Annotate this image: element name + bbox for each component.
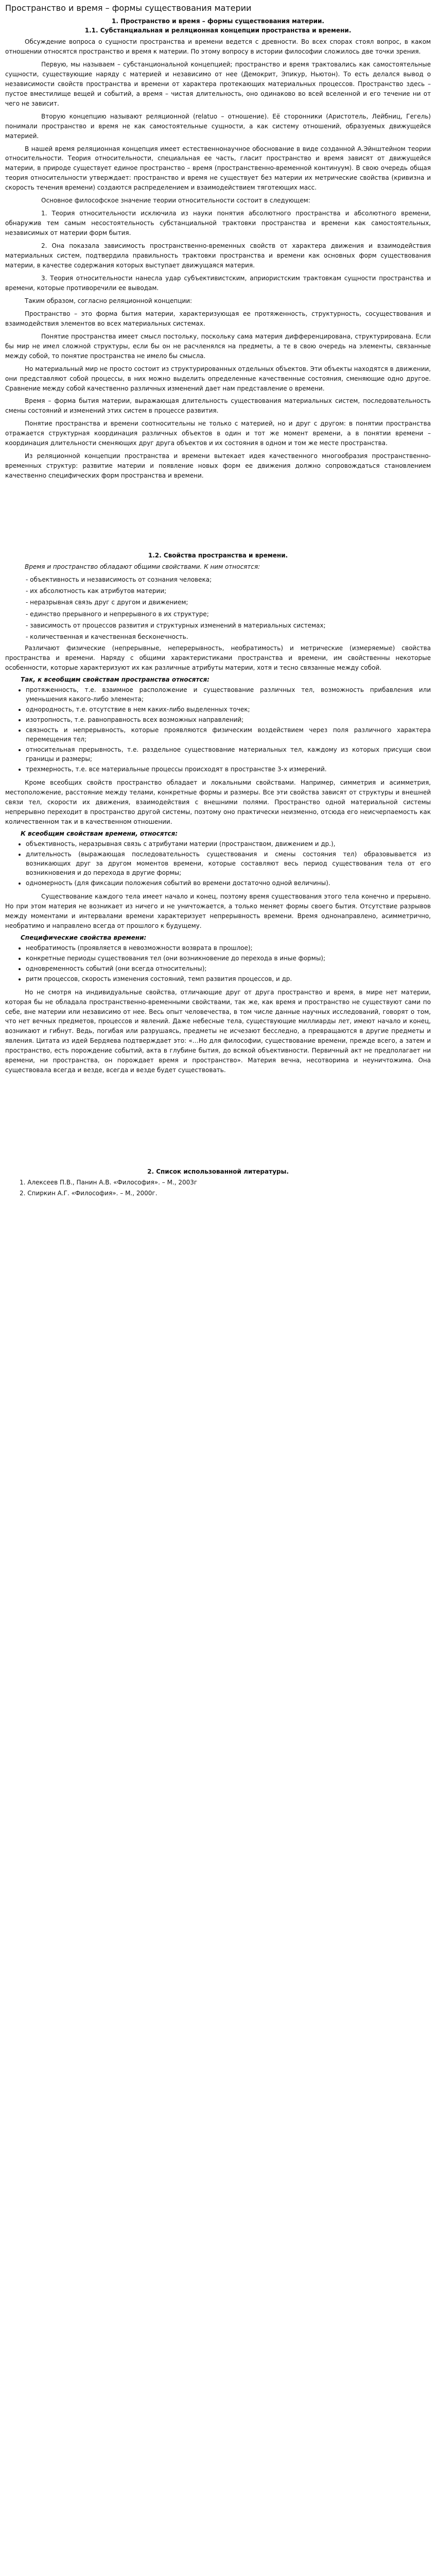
list-item: - количественная и качественная бесконечность. (26, 633, 188, 640)
section-heading-1: 1. Пространство и время – формы существования материи. (112, 18, 324, 25)
blank-space (5, 484, 431, 551)
bibliography-heading: 2. Список использованной литературы. (147, 1168, 289, 1176)
list-item: - единство прерывного и непрерывного в их структуре; (26, 610, 209, 618)
paragraph: Таким образом, согласно реляционной концепции: (25, 297, 193, 304)
paragraph: 3. Теория относительности нанесла удар субъективистским, априористским трактовкам сущности пространства и времени, которые противоречили ее выводам. (5, 274, 431, 292)
paragraph: Кроме всеобщих свойств пространство обладает и локальными свойствами. Например, симметрия и асимметрия, местоположение, расстояние между телами, конкретные формы и размеры. Все эти свойства зависят от структуры и внешней связи тел, скорости их движения, взаимодействия с внешними полями. Пространство одной материальной системы непрерывно переходит в пространство другой системы, поэтому оно практически неизменно, отсюда его неисчерпаемость как количественном так и в качественном отношении. (5, 779, 431, 825)
list-item: • одновременность событий (они всегда относительны); (26, 964, 431, 973)
space-properties-lead: Так, к всеобщим свойствам пространства относятся: (21, 676, 210, 684)
paragraph: Понятие пространства имеет смысл постольку, поскольку сама материя дифференцирована, структурирована. Если бы мир не имел сложной структуры, если бы он не расчленялся на предметы, а те в свою очередь на элементы, связанные между собой, то понятие пространства не имело бы смысла. (5, 332, 431, 360)
list-item: - объективность и независимость от сознания человека; (26, 576, 212, 584)
common-properties-list (5, 575, 431, 642)
paragraph: Время и пространство обладают общими свойствами. К ним относятся: (25, 563, 260, 571)
list-item: • изотропность, т.е. равноправность всех возможных направлений; (26, 715, 431, 724)
bibliography-item: 1. Алексеев П.В., Панин А.В. «Философия». – М., 2003г (20, 1179, 198, 1187)
list-item: • трехмерность, т.е. все материальные процессы происходят в пространстве 3-х измерений. (26, 765, 431, 774)
list-item: • объективность, неразрывная связь с атрибутами материи (пространством, движением и др.), (26, 839, 431, 849)
paragraph: Время – форма бытия материи, выражающая длительность существования материальных систем, последовательность смены состояний и изменений этих систем в процессе развития. (5, 397, 431, 415)
list-item: - неразрывная связь друг с другом и движением; (26, 599, 188, 606)
document-title: Пространство и время – формы существования материи (5, 3, 252, 13)
list-item: • связность и непрерывность, которые проявляются физическим воздействием через поля различного характера перемещения тел; (26, 725, 431, 744)
list-item: • необратимость (проявляется в невозможности возврата в прошлое); (26, 943, 431, 953)
blank-space (5, 1078, 431, 1166)
paragraph: Различают физические (непрерывные, неперерывность, необратимость) и метрические (измеряемые) свойства пространства и времени. Наряду с общими характеристиками пространства и времени, им свойственны некоторые особенности, которые характеризуют их как различные атрибуты материи, хотя и тесно связанные между собой. (5, 645, 431, 672)
special-properties-list (26, 943, 431, 984)
bibliography-item: 2. Спиркин А.Г. «Философия». – М., 2000г. (20, 1189, 158, 1197)
bibliography-list (20, 1177, 431, 1198)
paragraph: Понятие пространства и времени соотносительны не только с материей, но и друг с другом: в понятии пространства отражается структурная координация различных объектов в один и тот же момент времени, а в понятии времени – координация длительности сменяющих друг друга объектов и их состояния в одном и том же месте пространства. (5, 420, 431, 447)
paragraph: Основное философское значение теории относительности состоит в следующем: (41, 197, 310, 205)
paragraph: Но материальный мир не просто состоит из структурированных отдельных объектов. Эти объекты находятся в движении, они представляют собой процессы, в них можно выделить определенные качественные состояния, сменяющие одно другое. Сравнение между собой качественно различных изменений дает нам представление о времени. (5, 365, 431, 392)
list-item: • относительная прерывность, т.е. раздельное существование материальных тел, каждому из которых присущи свои границы и размеры; (26, 745, 431, 764)
paragraph: Вторую концепцию называют реляционной (relatuo – отношение). Её сторонники (Аристотель, Лейбниц, Гегель) понимали пространство и время не как самостоятельные сущности, а как систему отношений, образуемых движущейся материей. (5, 112, 431, 140)
list-item: • ритм процессов, скорость изменения состояний, темп развития процессов, и др. (26, 974, 431, 984)
list-item: - зависимость от процессов развития и структурных изменений в материальных системах; (26, 621, 326, 629)
paragraph: Но не смотря на индивидуальные свойства, отличающие друг от друга пространство и время, в мире нет материи, которая бы не обладала пространственно-временными свойствами, так же, как время и пространство не существуют сами по себе, вне материи или независимо от нее. Весь опыт человечества, в том числе данные научных исследований, говорят о том, что нет вечных предметов, процессов и явлений. Даже небесные тела, существующие миллиарды лет, имеют начало и конец, возникают и гибнут. Ведь, погибая или разрушаясь, предметы не исчезают бесследно, а превращаются в другие предметы и явления. Цитата из идей Бердяева подтверждает это: «…Но для философии, существование времени, прежде всего, а затем и пространство, есть порождение событий, акта в глубине бытия, до всякой объективности. Первичный акт не предполагает ни времени, ни пространства, он порождает время и пространство». Материя вечна, несотворима и неуничтожима. Она существовала всегда и везде, всегда и везде будет существовать. (5, 988, 431, 1074)
list-item: • конкретные периоды существования тел (они возникновение до перехода в иные формы); (26, 954, 431, 963)
list-item: • однородность, т.е. отсутствие в нем каких-либо выделенных точек; (26, 705, 431, 714)
list-item: • протяженность, т.е. взаимное расположение и существование различных тел, возможность прибавления или уменьшения какого-либо элемента; (26, 685, 431, 704)
list-item: - их абсолютность как атрибутов материи; (26, 587, 167, 595)
paragraph: 1. Теория относительности исключила из науки понятия абсолютного пространства и абсолютного времени, обнаружив тем самым несостоятельность субстанциальной трактовки пространства и времени как самостоятельных, независимых от материи форм бытия. (5, 210, 431, 237)
list-item: • длительность (выражающая последовательность существования и смены состояния тел) образовывается из возникающих друг за другом моментов времени, которые составляют весь период существования тела от его возникновения и до перехода в другие формы; (26, 850, 431, 877)
list-item: • одномерность (для фиксации положения событий во времени достаточно одной величины). (26, 878, 431, 888)
time-properties-lead: К всеобщим свойствам времени, относятся: (21, 829, 178, 837)
paragraph: Обсуждение вопроса о сущности пространства и времени ведется с древности. Во всех спорах стоял вопрос, в каком отношении относятся пространство и время к материи. По этому вопросу в истории философии сложилось две точки зрения. (5, 38, 431, 55)
paragraph: Существование каждого тела имеет начало и конец, поэтому время существования этого тела конечно и прерывно. Но при этом материя не возникает из ничего и не уничтожается, а только меняет формы своего бытия. Отсутствие разрывов между моментами и интервалами времени характеризует непрерывность времени. Время однонаправлено, асимметрично, необратимо и направлено всегда от прошлого к будущему. (5, 892, 431, 929)
space-properties-list (26, 685, 431, 774)
paragraph: Пространство – это форма бытия материи, характеризующая ее протяженность, структурность, сосуществования и взаимодействия элементов во всех материальных системах. (5, 310, 431, 327)
paragraph: Из реляционной концепции пространства и времени вытекает идея качественного многообразия пространственно-временных структур: развитие материи и появление новых форм ее движения должно сопровождаться становлением качественно специфических форм пространства и времени. (5, 452, 431, 480)
special-properties-lead: Специфические свойства времени: (21, 934, 147, 941)
subsection-heading-1-1: 1.1. Субстанциальная и реляционная концепции пространства и времени. (84, 27, 352, 34)
time-properties-list (26, 839, 431, 888)
paragraph: 2. Она показала зависимость пространственно-временных свойств от характера движения и взаимодействия материальных систем, подтвердила правильность трактовки пространства и времени как основных форм существования материи, в качестве содержания которых выступает движущаяся материя. (5, 242, 431, 269)
paragraph: В нашей время реляционная концепция имеет естественнонаучное обоснование в виде созданной А.Эйнштейном теории относительности. Теория относительности, специальная ее часть, гласит пространство и время зависят от движущейся материи, в природе существует единое пространство – время (пространственно-временной континуум). В свою очередь общая теория относительности утверждает: пространство и время не существует без материи их метрические свойства (кривизна и скорость течения времени) создаются распределением и взаимодействием тяготеющих масс. (5, 145, 431, 192)
subsection-heading-1-2: 1.2. Свойства пространства и времени. (148, 552, 288, 560)
paragraph: Первую, мы называем – субстанциональной концепцией; пространство и время трактовались как самостоятельные сущности, существующие наряду с материей и независимо от нее (Демокрит, Эпикур, Ньютон). То есть делался вывод о независимости свойств пространства и времени от характера протекающих материальных процессов. Пространство здесь – пустое вместилище вещей и событий, а время – чистая длительность, оно одинаково во всей вселенной и его течение ни от чего не зависит. (5, 60, 431, 107)
